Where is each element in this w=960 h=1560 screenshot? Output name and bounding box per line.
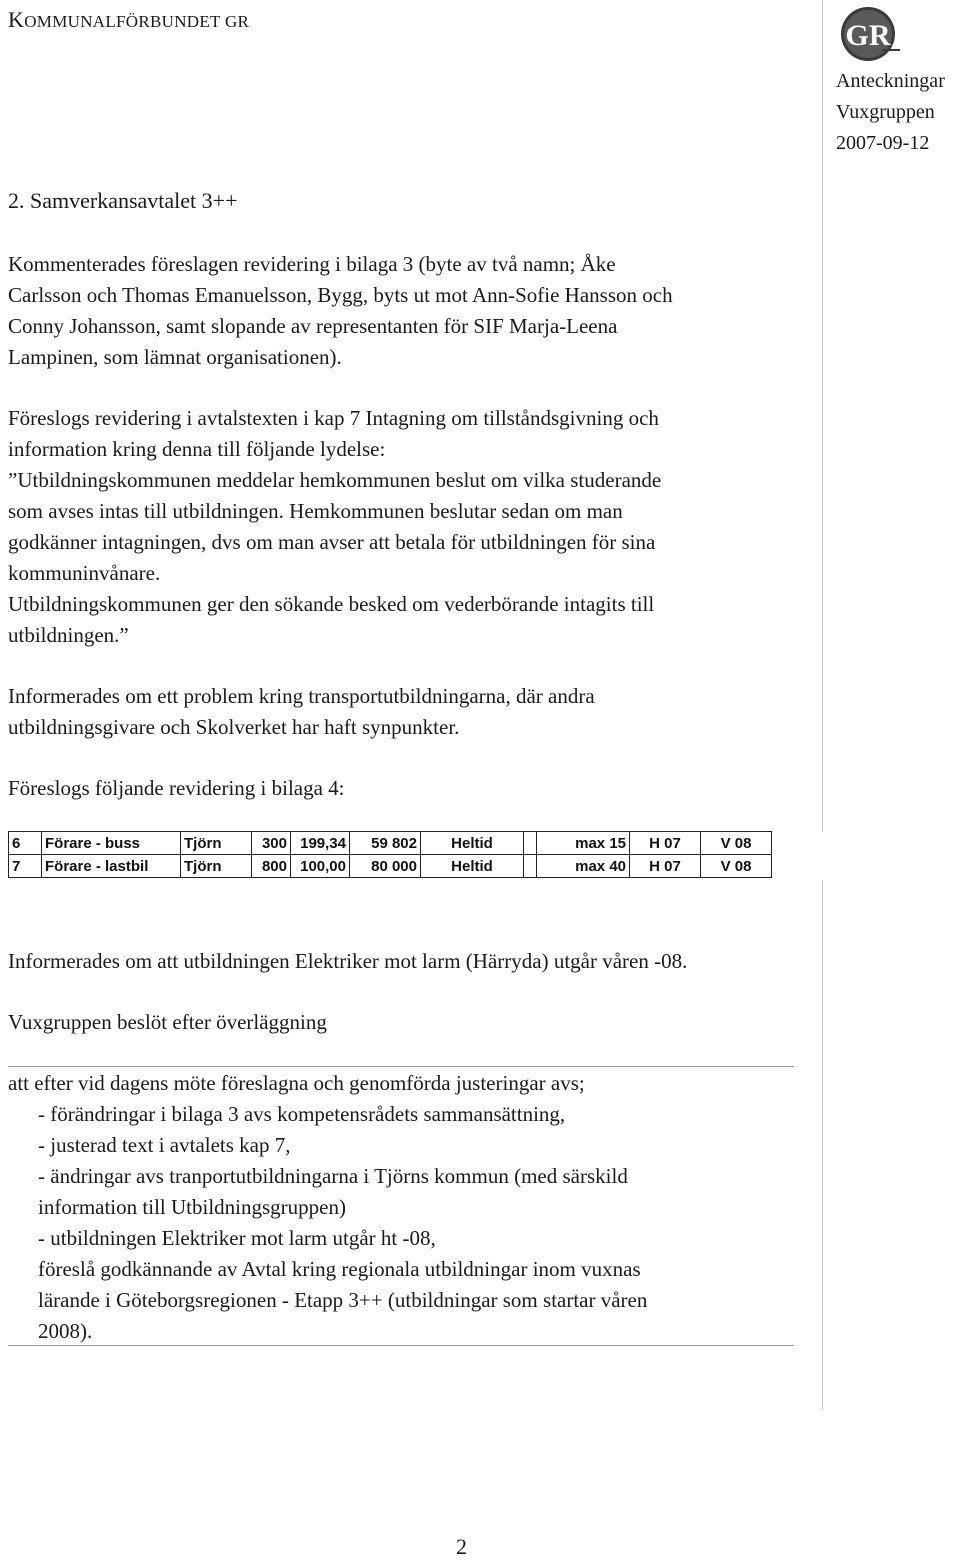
list-item: - förändringar i bilaga 3 avs kompetensrådets sammansättning, (38, 1102, 566, 1126)
decision-top-rule (8, 1066, 794, 1067)
table-row (9, 832, 772, 855)
table-cell: 100,00 (291, 855, 350, 878)
section-title: 2. Samverkansavtalet 3++ (8, 188, 238, 213)
table-cell: Förare - lastbil (42, 855, 181, 878)
page-number: 2 (456, 1534, 467, 1559)
table-cell (524, 832, 537, 855)
gr-logo-icon (838, 4, 902, 68)
table-cell: 59 802 (350, 832, 421, 855)
list-item: föreslå godkännande av Avtal kring regionala utbildningar inom vuxnas lärande i Göteborgsregionen - Etapp 3++ (utbildningar som startar våren 2008). (38, 1257, 648, 1343)
revision-table (8, 831, 772, 878)
list-item: - ändringar avs tranportutbildningarna i Tjörns kommun (med särskild information till Utbildningsgruppen) (38, 1164, 628, 1219)
paragraph-transport: Informerades om ett problem kring transportutbildningarna, där andra utbildningsgivare och Skolverket har haft synpunkter. (8, 684, 595, 739)
paragraph-elektriker: Informerades om att utbildningen Elektriker mot larm (Härryda) utgår våren -08. (8, 949, 688, 973)
table-cell: 7 (9, 855, 42, 878)
margin-rule (822, 0, 823, 832)
org-initial: K (8, 7, 25, 32)
table-row (9, 855, 772, 878)
meeting-date: 2007-09-12 (836, 132, 930, 154)
margin-rule-lower (822, 880, 823, 1410)
paragraph-decision-lead: Vuxgruppen beslöt efter överläggning (8, 1010, 327, 1034)
list-item: - justerad text i avtalets kap 7, (38, 1133, 291, 1157)
table-cell: Heltid (421, 855, 524, 878)
table-cell: H 07 (630, 832, 701, 855)
table-cell: Förare - buss (42, 832, 181, 855)
table-cell: 199,34 (291, 832, 350, 855)
table-cell: max 40 (537, 855, 630, 878)
table-cell: Heltid (421, 832, 524, 855)
svg-text:GR: GR (845, 19, 891, 52)
paragraph-bilaga3: Kommenterades föreslagen revidering i bilaga 3 (byte av två namn; Åke Carlsson och Thomas Emanuelsson, Bygg, byts ut mot Ann-Sofie Hansson och Conny Johansson, samt slopande av representanten för SIF Marja-Leena Lampinen, som lämnat organisationen). (8, 252, 673, 369)
table-cell: Tjörn (181, 855, 252, 878)
organization-name (8, 7, 249, 33)
table-cell: H 07 (630, 855, 701, 878)
decision-intro: att efter vid dagens möte föreslagna och genomförda justeringar avs; (8, 1071, 585, 1095)
table-cell: 80 000 (350, 855, 421, 878)
list-item: - utbildningen Elektriker mot larm utgår ht -08, (38, 1226, 436, 1250)
table-cell: V 08 (701, 855, 772, 878)
table-cell: 800 (252, 855, 291, 878)
group-name: Vuxgruppen (836, 101, 935, 123)
table-cell (524, 855, 537, 878)
table-cell: V 08 (701, 832, 772, 855)
table-cell: max 15 (537, 832, 630, 855)
table-cell: Tjörn (181, 832, 252, 855)
table-cell: 6 (9, 832, 42, 855)
org-rest: OMMUNALFÖRBUNDET GR (24, 12, 250, 31)
paragraph-bilaga4: Föreslogs följande revidering i bilaga 4: (8, 776, 345, 800)
paragraph-kap7: Föreslogs revidering i avtalstexten i kap 7 Intagning om tillståndsgivning och information kring denna till följande lydelse: ”Utbildningskommunen meddelar hemkommunen beslut om vilka studerande som avses intas till utbildningen. Hemkommunen beslutar sedan om man godkänner intagningen, dvs om man avser att betala för utbildningen för sina kommuninvånare. Utbildningskommunen ger den sökande besked om vederbörande intagits till utbildningen.” (8, 406, 662, 647)
table-cell: 300 (252, 832, 291, 855)
doc-type: Anteckningar (836, 70, 945, 92)
decision-block (8, 1068, 808, 1347)
decision-bottom-rule (8, 1345, 794, 1346)
